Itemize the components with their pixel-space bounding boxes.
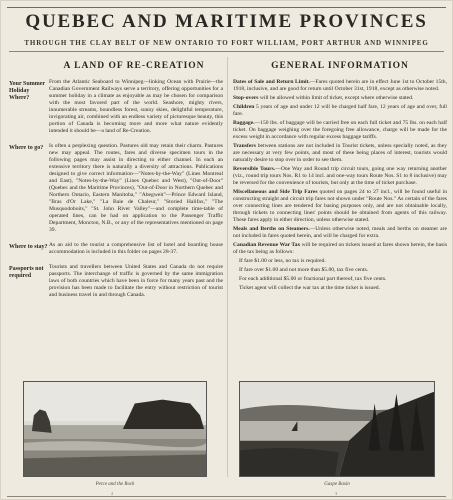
tax-line: For each additional $5.00 or fractional part thereof, tax five cents. xyxy=(239,276,387,282)
page-number: 2 xyxy=(111,491,114,496)
entry-text: Tourists and travellers between United States and Canada do not require passports. The interchange of traffic is governed by the same immigration laws of both countries which have been in force for many years past and the provision has been made to facilitate the entry without restriction of tourist and business travel in and through Canada. xyxy=(49,264,223,298)
entry-text: As an aid to the tourist a comprehensive list of hotel and boarding house accommodation is included in this folder on pages 28-37. xyxy=(49,242,223,255)
gaspe-basin-photo xyxy=(239,381,435,477)
photo-caption: Gaspe Basin xyxy=(324,482,350,487)
entry-where-to-go xyxy=(9,143,223,234)
bottom-rule xyxy=(7,496,446,497)
page-title: QUEBEC AND MARITIME PROVINCES xyxy=(25,11,428,32)
tax-line: If fare $1.00 or less, no tax is required. xyxy=(239,258,326,264)
entry-text: From the Atlantic Seaboard to Winnipeg—linking Ocean with Prairie—the Canadian Government Railways serve a territory, offering opportunities for a summer holiday in a climate as enjoyable as may be chosen for comparison with the most favored part of the world. Seashore, mighty rivers, innumerable streams, boundless forest, sunny skies, delightful temperature, invigorating air, combined with an endless variety of picturesque beauty, this portion of Canada is becoming more and more what nature evidently intended it should be—a land of Re-Creation. xyxy=(49,79,223,134)
page-subtitle: THROUGH THE CLAY BELT OF NEW ONTARIO TO FORT WILLIAM, PORT ARTHUR AND WINNIPEG xyxy=(24,39,429,47)
info-paragraph: Meals and Berths on Steamers.—Unless otherwise noted, meals and berths on steamer are not included in fares quoted herein, and will be charged for extra. xyxy=(233,226,447,239)
page-number: 3 xyxy=(335,491,338,496)
photo-caption: Perce and the Rock xyxy=(95,482,135,487)
perce-rock-image xyxy=(24,382,206,476)
right-column xyxy=(233,61,447,294)
entry-label: Where to go? xyxy=(9,145,44,151)
perce-rock-photo xyxy=(23,381,207,477)
entry-label: Where to stay? xyxy=(9,244,48,250)
info-paragraph: Dates of Sale and Return Limit.—Fares quoted herein are in effect June 1st to October 15th, 1918, inclusive, and are good for return until October 31st, 1918, except as otherwise noted. xyxy=(233,79,447,92)
top-rule xyxy=(7,7,446,8)
left-column-heading: A LAND OF RE-CREATION xyxy=(63,61,205,71)
entry-text: Is often a perplexing question. Pastures old may retain their charm. Pastures new may appeal. The routes, fares and diverse specimen tours in the following pages may assist in directing to either channel. In each an extensive territory there is naturally a diversity of attractions. Publications designed to give correct information—"Notes-by-the-Way" (Lines Montreal and East), "Notes-by-the-Way" (Lines Quebec and West), "Out-of-Door" (Quebec and the Maritime Provinces), "Out-of-Door in Northern Quebec and Northern Ontario, Eastern Manitoba," "Abegweit"—Prince Edward Island, "Bras d'Or Lake," "La Baie de Chaleur," "Storied Halifax," "The Musquodoboits," "St. John River Valley"—and complete time-table of operated lines, can be had on application to the Passenger Traffic Department, Moncton, N.B., or any of the representatives mentioned on page 39. xyxy=(49,143,223,233)
right-column-heading: GENERAL INFORMATION xyxy=(271,61,409,71)
entry-label: Passports not required xyxy=(9,266,44,280)
column-divider xyxy=(227,57,228,477)
info-paragraph: Baggage.—150 lbs. of baggage will be carried free on each full ticket and 75 lbs. on each half ticket. On baggage weighing over the foregoing free allowance, charge will be made for the excess weight in accordance with regular excess baggage tariffs. xyxy=(233,120,447,140)
info-paragraph: Transfers between stations are not included in Tourist tickets, unless specially noted, as they are necessary at very few points, and most of these being places of interest, tourists would naturally desire to stop over in order to see them. xyxy=(233,143,447,163)
entry-label: Your Summer Holiday Where? xyxy=(9,81,45,102)
left-column xyxy=(9,61,223,307)
tax-line: Ticket agent will collect the war tax at the time ticket is issued. xyxy=(239,285,380,291)
info-paragraph: Children 5 years of age and under 12 will be charged half fare, 12 years of age and over, full fare. xyxy=(233,104,447,117)
info-paragraph: Reversible Tours.—One Way and Round trip circuit tours, going one way returning another (viz., round trip tours Nos. R1 to 14 incl. and one-way tours Route Nos. S1 to 8 inclusive) may be reversed for the convenience of tourists, but only at the time of ticket purchase. xyxy=(233,166,447,186)
tax-line: If fare over $1.00 and not more than $5.00, tax five cents. xyxy=(239,267,369,273)
info-paragraph: Canadian Revenue War Tax will be required on tickets issued at fares shown herein, the basis of the tax being as follows: xyxy=(233,242,447,255)
entry-summer-holiday xyxy=(9,79,223,135)
gaspe-basin-image xyxy=(240,382,434,476)
info-paragraph: Miscellaneous and Side Trip Fares quoted on pages 24 to 27 incl., will be found useful in constructing straight and circuit trip fares not shown under "Route Nos." As certain of the fares over connecting lines are tendered for basing purposes only, and are not obtainable locally, through tickets to connecting lines' points should be obtained from agents of this railway. These fares apply in either direction, unless otherwise stated. xyxy=(233,189,447,223)
entry-passports xyxy=(9,264,223,299)
entry-where-to-stay xyxy=(9,242,223,256)
title-rule xyxy=(9,51,444,52)
info-paragraph: Stop-overs will be allowed within limit of ticket, except where otherwise stated. xyxy=(233,95,414,101)
